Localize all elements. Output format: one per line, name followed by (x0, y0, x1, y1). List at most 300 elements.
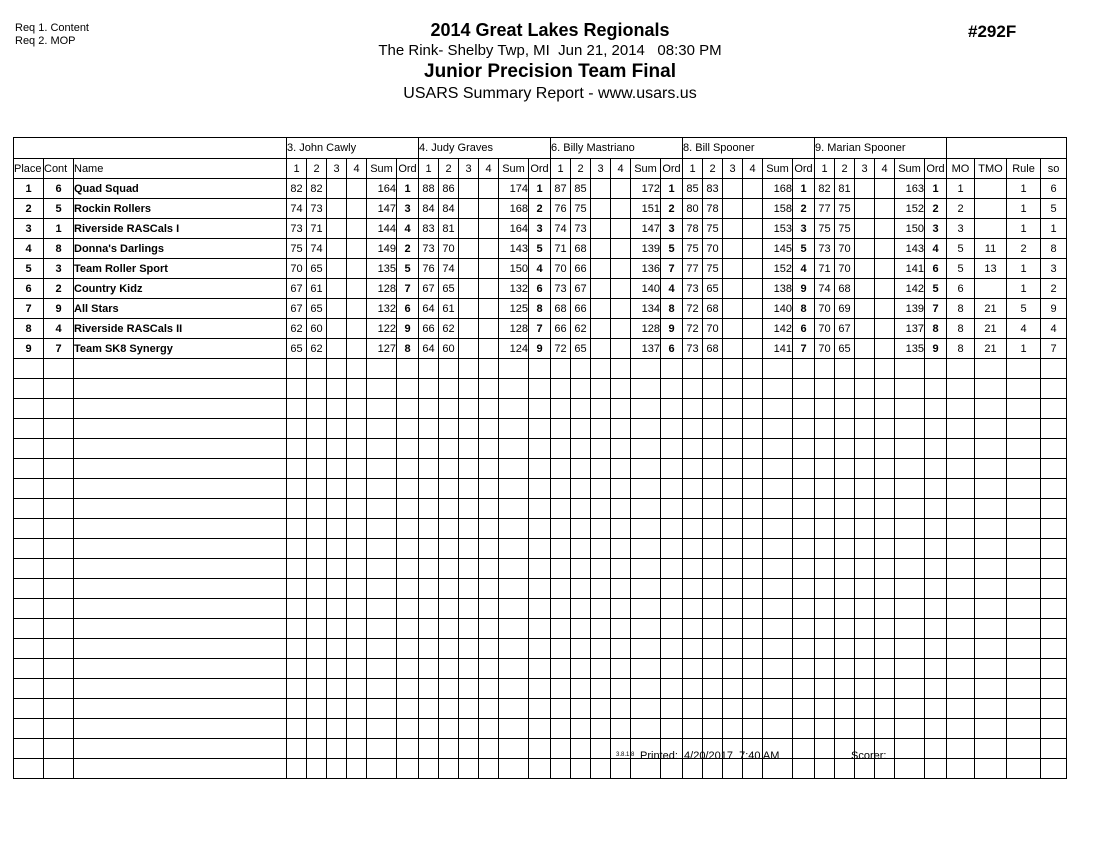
empty-cell (499, 419, 529, 439)
empty-cell (723, 539, 743, 559)
empty-cell (743, 619, 763, 639)
empty-cell (347, 439, 367, 459)
empty-cell (703, 639, 723, 659)
empty-cell (347, 719, 367, 739)
score-cell (347, 179, 367, 199)
empty-cell (74, 659, 287, 679)
place-cell: 1 (14, 179, 44, 199)
empty-cell (499, 599, 529, 619)
empty-cell (74, 459, 287, 479)
empty-cell (703, 419, 723, 439)
empty-cell (499, 699, 529, 719)
score-cell (591, 339, 611, 359)
empty-cell (1041, 599, 1067, 619)
sum-cell: 168 (763, 179, 793, 199)
cont-cell: 8 (44, 239, 74, 259)
empty-cell (875, 519, 895, 539)
score-cell (327, 179, 347, 199)
empty-cell (703, 519, 723, 539)
score-cell: 65 (287, 339, 307, 359)
empty-cell (44, 699, 74, 719)
empty-cell (74, 579, 287, 599)
score-cell: 80 (683, 199, 703, 219)
score-cell: 69 (835, 299, 855, 319)
empty-cell (14, 699, 44, 719)
score-cell (327, 259, 347, 279)
empty-cell (1007, 459, 1041, 479)
empty-cell (459, 559, 479, 579)
empty-cell (499, 539, 529, 559)
empty-cell (661, 359, 683, 379)
empty-cell (815, 599, 835, 619)
ord-cell: 6 (529, 279, 551, 299)
empty-cell (703, 379, 723, 399)
empty-cell (631, 439, 661, 459)
empty-cell (74, 679, 287, 699)
mo-cell: 1 (947, 179, 975, 199)
empty-cell (419, 459, 439, 479)
empty-cell (529, 459, 551, 479)
empty-row (14, 659, 1067, 679)
empty-cell (1041, 519, 1067, 539)
empty-cell (529, 639, 551, 659)
ord-cell: 8 (793, 299, 815, 319)
empty-cell (14, 399, 44, 419)
empty-cell (327, 679, 347, 699)
empty-cell (723, 419, 743, 439)
empty-cell (287, 659, 307, 679)
score-cell (347, 299, 367, 319)
empty-cell (793, 679, 815, 699)
score-cell (347, 259, 367, 279)
score-cell: 66 (551, 319, 571, 339)
empty-cell (529, 679, 551, 699)
empty-cell (683, 539, 703, 559)
empty-cell (661, 599, 683, 619)
empty-cell (347, 359, 367, 379)
empty-cell (479, 419, 499, 439)
sum-cell: 128 (499, 319, 529, 339)
empty-cell (835, 599, 855, 619)
empty-cell (835, 579, 855, 599)
empty-cell (661, 679, 683, 699)
empty-cell (419, 639, 439, 659)
empty-cell (835, 639, 855, 659)
empty-cell (287, 479, 307, 499)
empty-cell (925, 419, 947, 439)
tmo-cell: 13 (975, 259, 1007, 279)
empty-cell (287, 459, 307, 479)
ord-cell: 2 (793, 199, 815, 219)
empty-cell (793, 519, 815, 539)
empty-cell (479, 739, 499, 759)
sum-cell: 137 (895, 319, 925, 339)
report-header (0, 20, 1100, 104)
empty-cell (703, 579, 723, 599)
empty-cell (947, 619, 975, 639)
empty-cell (703, 699, 723, 719)
score-cell: 81 (835, 179, 855, 199)
empty-cell (551, 499, 571, 519)
score-cell (347, 339, 367, 359)
empty-cell (74, 399, 287, 419)
empty-cell (855, 419, 875, 439)
score-cell (855, 339, 875, 359)
empty-cell (44, 459, 74, 479)
empty-cell (459, 759, 479, 779)
empty-cell (551, 759, 571, 779)
sum-cell: 164 (499, 219, 529, 239)
empty-cell (419, 619, 439, 639)
empty-cell (14, 759, 44, 779)
empty-cell (14, 719, 44, 739)
score-cell (327, 239, 347, 259)
empty-cell (683, 359, 703, 379)
empty-cell (975, 579, 1007, 599)
empty-cell (703, 559, 723, 579)
score-cell: 73 (419, 239, 439, 259)
empty-cell (499, 559, 529, 579)
team-name-cell: Quad Squad (74, 179, 287, 199)
score-cell: 70 (815, 319, 835, 339)
empty-cell (529, 699, 551, 719)
empty-cell (367, 519, 397, 539)
empty-cell (661, 579, 683, 599)
sum-cell: 135 (895, 339, 925, 359)
empty-cell (459, 619, 479, 639)
sum-cell: 122 (367, 319, 397, 339)
so-cell: 9 (1041, 299, 1067, 319)
empty-cell (529, 739, 551, 759)
empty-cell (347, 419, 367, 439)
empty-cell (439, 539, 459, 559)
empty-cell (723, 479, 743, 499)
team-name-cell: Riverside RASCals II (74, 319, 287, 339)
empty-cell (44, 739, 74, 759)
empty-cell (287, 599, 307, 619)
empty-cell (459, 459, 479, 479)
sum-cell: 142 (763, 319, 793, 339)
empty-cell (529, 619, 551, 639)
place-cell: 4 (14, 239, 44, 259)
ord-cell: 7 (529, 319, 551, 339)
empty-row (14, 479, 1067, 499)
empty-cell (529, 359, 551, 379)
empty-cell (875, 599, 895, 619)
empty-cell (74, 379, 287, 399)
empty-cell (591, 479, 611, 499)
sum-cell: 137 (631, 339, 661, 359)
empty-cell (347, 399, 367, 419)
empty-cell (925, 499, 947, 519)
empty-cell (307, 459, 327, 479)
empty-cell (591, 599, 611, 619)
ord-cell: 3 (925, 219, 947, 239)
empty-cell (591, 659, 611, 679)
empty-cell (287, 699, 307, 719)
scorer-label: Scorer: (851, 750, 887, 762)
sum-cell: 139 (895, 299, 925, 319)
empty-cell (723, 579, 743, 599)
empty-cell (855, 379, 875, 399)
score-cell (591, 259, 611, 279)
empty-cell (287, 379, 307, 399)
score-header-cell: Sum (631, 159, 661, 179)
empty-cell (529, 419, 551, 439)
table-row (14, 339, 1067, 359)
empty-cell (479, 619, 499, 639)
empty-cell (307, 399, 327, 419)
ord-cell: 2 (925, 199, 947, 219)
empty-cell (551, 539, 571, 559)
empty-cell (499, 479, 529, 499)
empty-cell (1041, 419, 1067, 439)
score-cell: 64 (419, 339, 439, 359)
score-cell: 73 (307, 199, 327, 219)
sum-cell: 164 (367, 179, 397, 199)
empty-cell (743, 679, 763, 699)
col-header-cell: MO (947, 159, 975, 179)
team-name-cell: Country Kidz (74, 279, 287, 299)
empty-cell (74, 559, 287, 579)
empty-cell (419, 759, 439, 779)
ord-cell: 5 (925, 279, 947, 299)
score-cell: 66 (571, 259, 591, 279)
score-cell (611, 179, 631, 199)
score-cell: 67 (571, 279, 591, 299)
empty-cell (611, 639, 631, 659)
report-title: USARS Summary Report - www.usars.us (403, 85, 697, 102)
sum-cell: 168 (499, 199, 529, 219)
empty-cell (327, 699, 347, 719)
empty-cell (14, 439, 44, 459)
score-cell: 84 (419, 199, 439, 219)
judge-header-cell: 9. Marian Spooner (815, 138, 947, 159)
score-cell (459, 199, 479, 219)
empty-cell (307, 739, 327, 759)
empty-cell (14, 539, 44, 559)
empty-cell (855, 539, 875, 559)
score-cell (591, 199, 611, 219)
empty-cell (591, 579, 611, 599)
empty-cell (571, 719, 591, 739)
empty-cell (763, 579, 793, 599)
score-cell: 75 (703, 259, 723, 279)
score-cell (855, 299, 875, 319)
empty-cell (683, 619, 703, 639)
empty-cell (307, 579, 327, 599)
empty-cell (661, 419, 683, 439)
empty-cell (74, 759, 287, 779)
empty-cell (703, 539, 723, 559)
cont-cell: 1 (44, 219, 74, 239)
empty-cell (683, 639, 703, 659)
empty-cell (1041, 579, 1067, 599)
empty-cell (439, 419, 459, 439)
empty-cell (529, 439, 551, 459)
empty-cell (571, 579, 591, 599)
empty-cell (1007, 499, 1041, 519)
empty-cell (439, 559, 459, 579)
team-name-cell: Riverside RASCals I (74, 219, 287, 239)
score-cell: 74 (307, 239, 327, 259)
empty-cell (287, 519, 307, 539)
empty-cell (661, 719, 683, 739)
empty-cell (683, 579, 703, 599)
empty-cell (327, 579, 347, 599)
empty-cell (855, 559, 875, 579)
score-cell (855, 219, 875, 239)
empty-cell (499, 739, 529, 759)
empty-cell (74, 419, 287, 439)
empty-cell (895, 699, 925, 719)
col-header-cell: Rule (1007, 159, 1041, 179)
empty-cell (975, 499, 1007, 519)
empty-cell (947, 399, 975, 419)
ord-cell: 9 (397, 319, 419, 339)
empty-cell (975, 359, 1007, 379)
score-cell: 70 (703, 239, 723, 259)
empty-cell (499, 679, 529, 699)
sum-cell: 127 (367, 339, 397, 359)
empty-cell (723, 399, 743, 419)
empty-cell (419, 739, 439, 759)
empty-cell (439, 619, 459, 639)
empty-cell (855, 519, 875, 539)
empty-cell (419, 439, 439, 459)
empty-cell (571, 439, 591, 459)
empty-cell (397, 399, 419, 419)
score-cell (875, 219, 895, 239)
score-cell (611, 259, 631, 279)
score-cell (611, 199, 631, 219)
empty-cell (925, 739, 947, 759)
empty-cell (855, 399, 875, 419)
empty-cell (875, 399, 895, 419)
empty-cell (611, 759, 631, 779)
empty-cell (611, 499, 631, 519)
ord-cell: 8 (661, 299, 683, 319)
score-cell: 73 (815, 239, 835, 259)
score-cell (459, 179, 479, 199)
empty-cell (683, 399, 703, 419)
score-header-cell: 1 (419, 159, 439, 179)
place-cell: 8 (14, 319, 44, 339)
empty-cell (763, 399, 793, 419)
empty-cell (855, 439, 875, 459)
score-cell: 76 (419, 259, 439, 279)
empty-cell (763, 619, 793, 639)
empty-cell (793, 759, 815, 779)
empty-cell (723, 639, 743, 659)
score-cell (459, 239, 479, 259)
score-cell (347, 279, 367, 299)
empty-cell (1041, 559, 1067, 579)
empty-cell (307, 499, 327, 519)
score-cell (855, 319, 875, 339)
empty-cell (947, 639, 975, 659)
empty-cell (661, 619, 683, 639)
empty-cell (763, 599, 793, 619)
empty-cell (439, 759, 459, 779)
empty-cell (347, 699, 367, 719)
empty-row (14, 599, 1067, 619)
empty-cell (551, 619, 571, 639)
empty-cell (925, 559, 947, 579)
score-cell: 73 (287, 219, 307, 239)
score-cell (875, 279, 895, 299)
empty-cell (499, 459, 529, 479)
empty-cell (975, 379, 1007, 399)
empty-cell (835, 439, 855, 459)
sum-cell: 141 (763, 339, 793, 359)
empty-cell (611, 379, 631, 399)
score-cell (743, 179, 763, 199)
empty-cell (367, 499, 397, 519)
empty-cell (44, 719, 74, 739)
empty-cell (307, 559, 327, 579)
empty-cell (631, 599, 661, 619)
empty-cell (947, 519, 975, 539)
empty-cell (1007, 379, 1041, 399)
empty-cell (499, 659, 529, 679)
empty-cell (479, 459, 499, 479)
empty-cell (661, 639, 683, 659)
score-cell: 86 (439, 179, 459, 199)
venue-date-line: The Rink- Shelby Twp, MI Jun 21, 2014 08:30 PM (378, 42, 722, 59)
empty-cell (499, 719, 529, 739)
table-row (14, 179, 1067, 199)
empty-cell (793, 719, 815, 739)
empty-cell (1007, 439, 1041, 459)
empty-row (14, 559, 1067, 579)
ord-cell: 9 (661, 319, 683, 339)
score-cell (611, 339, 631, 359)
empty-cell (397, 419, 419, 439)
so-cell: 6 (1041, 179, 1067, 199)
empty-cell (815, 619, 835, 639)
empty-cell (1007, 659, 1041, 679)
empty-cell (551, 519, 571, 539)
empty-cell (591, 759, 611, 779)
cont-cell: 4 (44, 319, 74, 339)
table-row (14, 199, 1067, 219)
score-header-cell: 4 (479, 159, 499, 179)
empty-cell (875, 439, 895, 459)
empty-cell (947, 599, 975, 619)
empty-cell (975, 459, 1007, 479)
empty-cell (723, 699, 743, 719)
score-cell (591, 299, 611, 319)
empty-cell (683, 379, 703, 399)
ord-cell: 7 (661, 259, 683, 279)
empty-cell (459, 739, 479, 759)
empty-cell (591, 559, 611, 579)
empty-cell (367, 659, 397, 679)
mo-cell: 8 (947, 319, 975, 339)
mo-cell: 8 (947, 299, 975, 319)
empty-cell (723, 359, 743, 379)
score-header-cell: 3 (327, 159, 347, 179)
place-cell: 2 (14, 199, 44, 219)
score-cell: 72 (551, 339, 571, 359)
score-cell (611, 299, 631, 319)
empty-cell (855, 699, 875, 719)
rule-cell: 1 (1007, 179, 1041, 199)
score-cell: 85 (571, 179, 591, 199)
empty-cell (875, 619, 895, 639)
empty-cell (895, 719, 925, 739)
